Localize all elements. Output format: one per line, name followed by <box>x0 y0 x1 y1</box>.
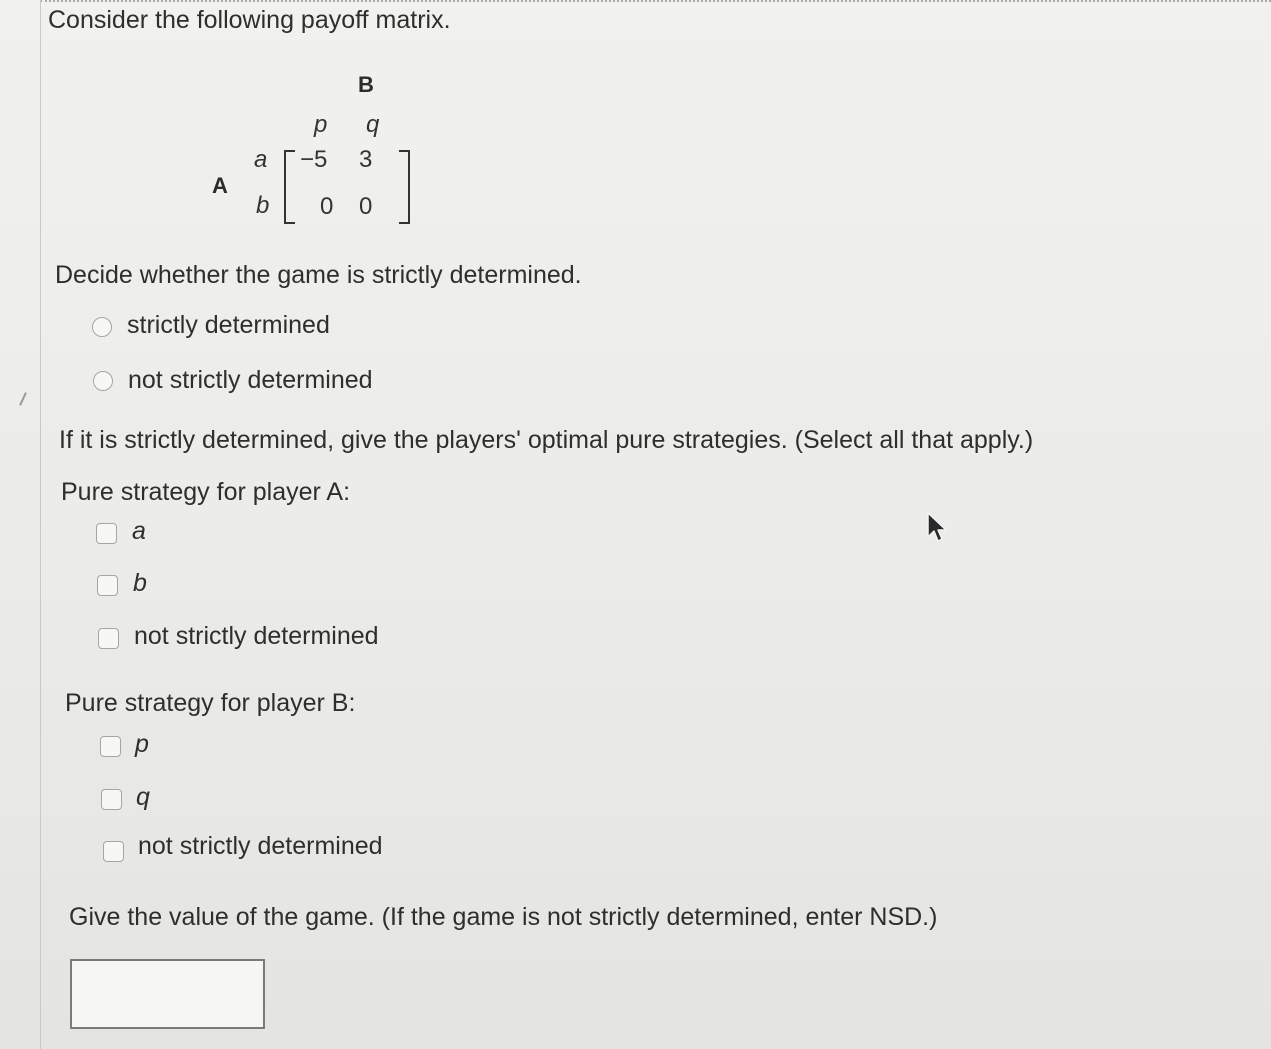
part3-prompt: Give the value of the game. (If the game is not strictly determined, enter NSD.) <box>69 903 938 931</box>
option-label-player-a-b: b <box>133 569 147 597</box>
option-label-player-a-a: a <box>132 517 146 545</box>
player-b-strategy-label: Pure strategy for player B: <box>65 689 356 717</box>
matrix-right-bracket <box>399 150 410 224</box>
checkbox-player-b-p[interactable] <box>100 736 121 757</box>
matrix-column-q: q <box>366 111 380 138</box>
left-border <box>40 0 41 1049</box>
mouse-pointer-icon <box>926 512 948 544</box>
edge-mark <box>19 392 27 406</box>
matrix-cell-a-q: 3 <box>359 146 373 173</box>
game-value-input[interactable] <box>70 959 265 1029</box>
radio-not-strictly-determined[interactable] <box>93 371 113 391</box>
part1-prompt: Decide whether the game is strictly determined. <box>55 261 582 289</box>
option-label-player-b-not-strictly-determined: not strictly determined <box>138 832 383 860</box>
player-b-label: B <box>358 72 374 97</box>
option-label-player-b-p: p <box>135 730 149 758</box>
matrix-column-p: p <box>314 111 328 138</box>
matrix-left-bracket <box>284 150 295 224</box>
question-intro: Consider the following payoff matrix. <box>48 6 451 34</box>
checkbox-player-b-q[interactable] <box>101 789 122 810</box>
part2-prompt: If it is strictly determined, give the players' optimal pure strategies. (Select all that apply.) <box>59 426 1034 454</box>
player-a-strategy-label: Pure strategy for player A: <box>61 478 351 506</box>
matrix-cell-b-p: 0 <box>320 193 334 220</box>
matrix-cell-a-p: −5 <box>300 146 328 173</box>
player-a-label: A <box>212 173 228 198</box>
checkbox-player-b-not-strictly-determined[interactable] <box>103 841 124 862</box>
radio-strictly-determined[interactable] <box>92 317 112 337</box>
option-label-not-strictly-determined: not strictly determined <box>128 366 373 394</box>
option-label-strictly-determined: strictly determined <box>127 311 330 339</box>
matrix-cell-b-q: 0 <box>359 193 373 220</box>
checkbox-player-a-b[interactable] <box>97 575 118 596</box>
option-label-player-a-not-strictly-determined: not strictly determined <box>134 622 379 650</box>
checkbox-player-a-a[interactable] <box>96 523 117 544</box>
matrix-row-b: b <box>256 192 270 219</box>
checkbox-player-a-not-strictly-determined[interactable] <box>98 628 119 649</box>
option-label-player-b-q: q <box>136 783 150 811</box>
matrix-row-a: a <box>254 146 268 173</box>
top-border-dots <box>40 0 1271 4</box>
